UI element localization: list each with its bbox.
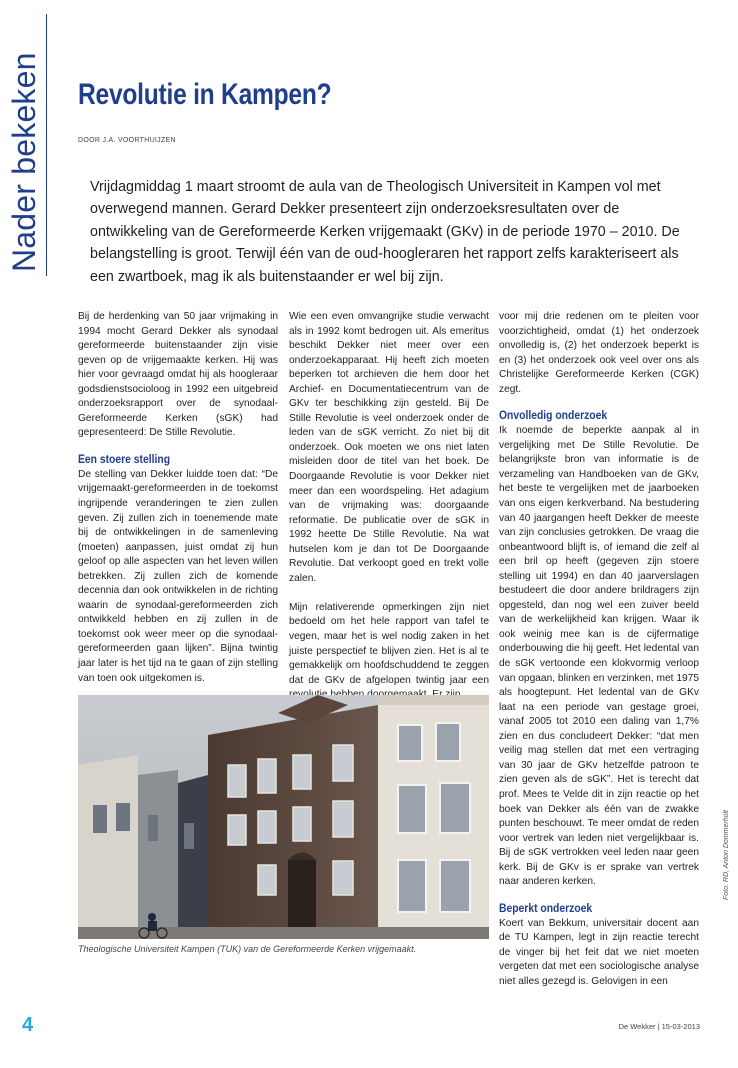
footer-publication: De Wekker | 15-03-2013 bbox=[618, 1022, 700, 1031]
paragraph: Mijn relativerende opmerkingen zijn niet bedoeld om het hele rapport van tafel te vegen, maar het is wel nodig zaken in het juiste perspectief te blijven zien. Het is al te gemakkelijk om hoofdschuddend te zeggen dat de GKv de afgelopen twintig jaar een bbox=[289, 601, 489, 686]
paragraph: Koert van Bekkum, universitair docent aan de TU Kampen, legt in zijn reactie terecht de vinger bij het feit dat we niet moeten vergeten dat met een sociologische analyse niet alles gezegd is. Gelovigen in een bbox=[499, 917, 699, 987]
page-number: 4 bbox=[22, 1014, 34, 1036]
paragraph: Wie een even omvangrijke studie verwacht als in 1992 komt bedrogen uit. Als emeritus beschikt Dekker niet meer over een onderzoekapparaat. Hij heeft zich moeten beperken tot archieven die hem door het Archief- en Documentatiecentrum van de GKv ter beschikking zijn gesteld. Bij De Stille Revolutie is veel onderzoek onder de leden van de sGK verricht. Zo niet bij dit onderzoek. Ook moeten we ons niet laten misleiden door de titel van het boek. De Doorgaande Revolutie is voor Dekker niet meer dan een woordspeling. Het adagium van de vrijmaking was: doorgaande reformatie. De publicatie over de sGK in 1992 heette De Stille Revolutie. Na wat hutselen kom je dan tot De Doorgaande Revolutie. Dat verkoopt goed en trekt volle zalen. bbox=[289, 311, 489, 584]
photo-credit-text: Foto: RD, Anton Dommerholt bbox=[723, 810, 730, 900]
intro-paragraph: Vrijdagmiddag 1 maart stroomt de aula van de Theologisch Universiteit in Kampen vol met overwegend mannen. Gerard Dekker presenteert zijn onderzoeksresultaten over de ontwikkeling van de Gereformeerde Kerken vrijgemaakt (GKv) in de periode 1970 – 2010. De belangstelling is groot. Terwijl één van de oud-hoogleraren het rapport zelfs karakteriseert als een zwartboek, mag ik als buitenstaander er wel bij zijn. bbox=[90, 179, 680, 285]
article-title: Revolutie in Kampen? bbox=[78, 78, 332, 111]
subheading: Een stoere stelling bbox=[78, 453, 171, 466]
subheading: Onvolledig onderzoek bbox=[499, 410, 608, 423]
subheading: Beperkt onderzoek bbox=[499, 902, 593, 915]
byline bbox=[78, 137, 176, 144]
section-rule bbox=[46, 14, 47, 276]
byline-prefix: DOOR bbox=[78, 137, 101, 144]
paragraph: voor mij drie redenen om te pleiten voor voorzichtigheid, omdat (1) het onderzoek onvolledig is, (2) het onderzoek beperkt is en (3) het onderzoek ook veel over ons als Christelijke Gereformeerde Kerken (CGK) zegt. bbox=[499, 311, 699, 395]
section-label-text: Nader bekeken bbox=[6, 52, 42, 272]
paragraph: De stelling van Dekker luidde toen dat: “De vrijgemaakt-gereformeerden in de toekomst ingrijpende veranderingen te zien zullen geven. Zij zullen zich in toenemende mate bij de ontwikkelingen in de samenleving (moeten) aanpassen, juist omdat zij hun geloof op alle aspecten van het leven willen betrekken. Zij zullen zich de komende decennia dan ook ontwikkelen in de richting waarin de synodaal-gereformeerden zich ontwikkeld hebben en zij zullen in de toekomst ook weer meer op die synodaal-gereformeerden gaan lijken”. Bijna twintig jaar later is het tijd na te gaan of zijn stelling van toen ook uitgekomen is. bbox=[78, 468, 278, 684]
photo-caption: Theologische Universiteit Kampen (TUK) van de Gereformeerde Kerken vrijgemaakt. bbox=[78, 944, 417, 954]
text-column-3 bbox=[499, 310, 699, 990]
text-column-1 bbox=[78, 310, 278, 686]
building-photo bbox=[78, 695, 489, 939]
text-column-2 bbox=[289, 310, 489, 703]
building-photo-illustration bbox=[78, 695, 489, 939]
paragraph: Bij de herdenking van 50 jaar vrijmaking in 1994 mocht Gerard Dekker als synodaal gereformeerde buitenstaander zijn visie geven op de vrijgemaakte kerken. Hij was hier voor gevraagd omdat hij als hoogleraar godsdienstsocioloog in 1992 een uitgebreid onderzoeksrapport over de synodaal-Gereformeerde Kerken (sGK) had gepresenteerd: De Stille Revolutie. bbox=[78, 311, 278, 439]
paragraph: Ik noemde de beperkte aanpak al in vergelijking met De Stille Revolutie. De belangrijkste bron van informatie is de verzameling van Handboeken van de GKv, het beste te vergelijken met de jaarboeken van ons eigen kerkverband. Na bestudering van 40 jaargangen heeft Dekker de meeste van zijn conclusies getrokken. De vraag die onbeantwoord blijft is, of iemand die zelf al een bril op heeft (gegeven zijn stoere stelling uit 1994) en dan 40 jaarverslagen bestudeert die door andere brildragers zijn opgesteld, dan nog wel een zuiver beeld van de werkelijkheid kan krijgen. Waar ik ook weinig mee kan is de cijfermatige onderbouwing die hij geeft. Het ledental van de sGK vertoonde een klokvormig verloop van opgaan, blinken en verzinken, met 1975 als hoogtepunt. Het ledental van de GKv laat na een periode van gestage groei, vanaf 2005 tot 2010 een daling van 1,7% zien en dus concludeert Dekker: “dat men veilig mag stellen dat met een vertraging van 30 jaar de GKv hetzelfde patroon te zien geven als de sGK”. Het is terecht dat prof. Mees te Velde dit in zijn reactie op het boek van Dekker als één van de zwakke punten beschouwt. Te meer omdat de reden voor vertrek van leden niet vergelijkbaar is. Bij de sGK vertrokken veel leden naar geen kerk. Bij de GKv is er sprake van vertrek naar anderen kerken. bbox=[499, 425, 699, 888]
byline-author: J.A. VOORTHUIJZEN bbox=[102, 137, 176, 144]
